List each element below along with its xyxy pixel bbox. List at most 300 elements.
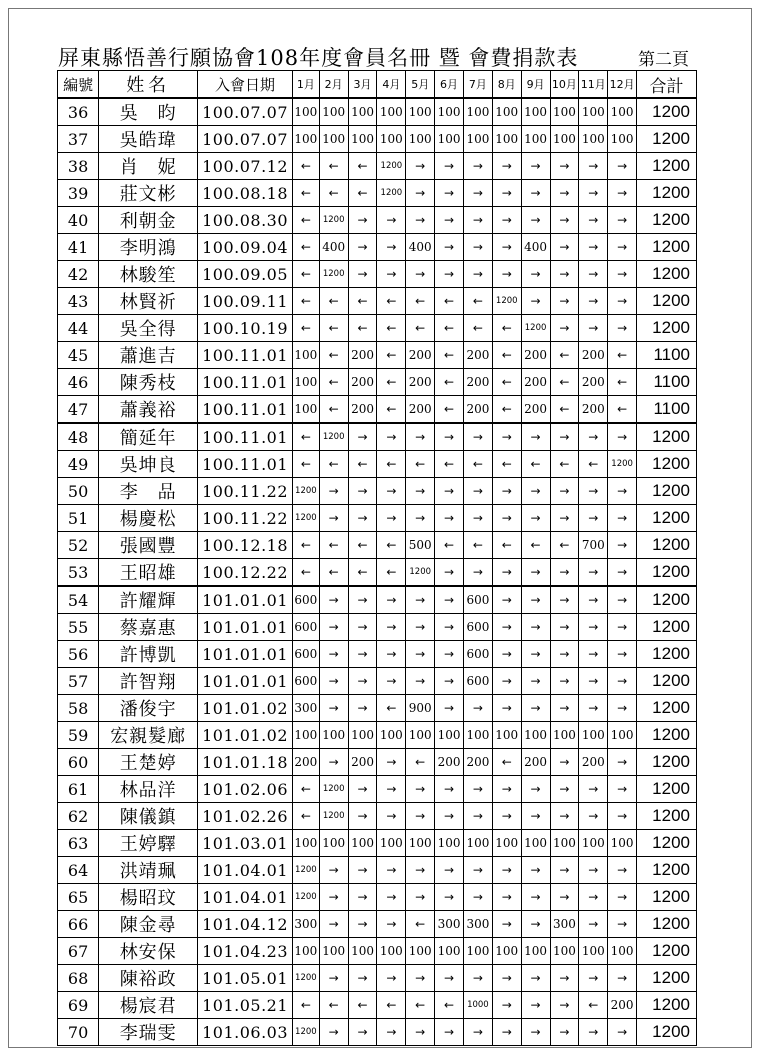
month-fee-cell: 1200 (319, 803, 348, 830)
month-fee-cell: 100 (492, 938, 521, 965)
month-fee-cell: 1200 (492, 288, 521, 315)
month-fee-cell: ← (435, 451, 464, 478)
month-fee-cell: 100 (292, 396, 319, 424)
member-name: 張國豐 (99, 532, 198, 559)
header-month: 9月 (521, 71, 550, 99)
month-fee-cell: → (348, 261, 377, 288)
member-name: 王楚婷 (99, 749, 198, 776)
month-fee-cell: ← (319, 180, 348, 207)
month-fee-cell: → (550, 478, 579, 505)
month-fee-cell: → (319, 965, 348, 992)
total-cell: 1200 (637, 423, 697, 451)
header-month: 11月 (579, 71, 608, 99)
total-cell: 1200 (637, 559, 697, 587)
month-fee-cell: 100 (292, 342, 319, 369)
table-row (58, 396, 697, 424)
month-fee-cell: → (608, 505, 637, 532)
month-fee-cell: → (521, 288, 550, 315)
month-fee-cell: → (550, 749, 579, 776)
month-fee-cell: ← (292, 992, 319, 1019)
total-cell: 1200 (637, 938, 697, 965)
month-fee-cell: ← (463, 532, 492, 559)
month-fee-cell: → (435, 776, 464, 803)
month-fee-cell: → (550, 668, 579, 695)
table-row (58, 126, 697, 153)
month-fee-cell: ← (550, 451, 579, 478)
table-row (58, 803, 697, 830)
month-fee-cell: → (550, 207, 579, 234)
total-cell: 1200 (637, 911, 697, 938)
month-fee-cell: 200 (406, 369, 435, 396)
month-fee-cell: → (435, 234, 464, 261)
total-cell: 1200 (637, 992, 697, 1019)
total-cell: 1100 (637, 396, 697, 424)
month-fee-cell: → (406, 857, 435, 884)
month-fee-cell: → (377, 803, 406, 830)
month-fee-cell: 200 (406, 342, 435, 369)
total-cell: 1200 (637, 153, 697, 180)
member-number: 69 (58, 992, 99, 1019)
month-fee-cell: ← (406, 749, 435, 776)
header-month: 5月 (406, 71, 435, 99)
month-fee-cell: → (406, 668, 435, 695)
total-cell: 1200 (637, 830, 697, 857)
join-date: 100.11.01 (198, 451, 293, 478)
month-fee-cell: ← (292, 288, 319, 315)
month-fee-cell: → (319, 641, 348, 668)
month-fee-cell: → (463, 884, 492, 911)
month-fee-cell: 100 (319, 830, 348, 857)
month-fee-cell: → (348, 884, 377, 911)
month-fee-cell: → (521, 586, 550, 614)
month-fee-cell: → (406, 965, 435, 992)
month-fee-cell: ← (348, 532, 377, 559)
month-fee-cell: → (550, 857, 579, 884)
total-cell: 1200 (637, 776, 697, 803)
month-fee-cell: → (579, 315, 608, 342)
document-title: 屏東縣悟善行願協會108年度會員名冊 暨 會費捐款表 (58, 46, 579, 70)
total-cell: 1100 (637, 342, 697, 369)
month-fee-cell: → (579, 884, 608, 911)
month-fee-cell: → (348, 614, 377, 641)
month-fee-cell: 100 (608, 722, 637, 749)
month-fee-cell: → (492, 803, 521, 830)
month-fee-cell: 100 (521, 938, 550, 965)
month-fee-cell: → (550, 884, 579, 911)
month-fee-cell: ← (348, 180, 377, 207)
member-name: 潘俊宇 (99, 695, 198, 722)
month-fee-cell: → (319, 695, 348, 722)
month-fee-cell: → (435, 857, 464, 884)
member-name: 陳裕政 (99, 965, 198, 992)
month-fee-cell: ← (319, 153, 348, 180)
month-fee-cell: 200 (521, 342, 550, 369)
month-fee-cell: → (579, 668, 608, 695)
month-fee-cell: → (348, 1019, 377, 1046)
month-fee-cell: ← (377, 559, 406, 587)
join-date: 100.09.11 (198, 288, 293, 315)
member-name: 蕭進吉 (99, 342, 198, 369)
total-cell: 1200 (637, 505, 697, 532)
month-fee-cell: → (550, 641, 579, 668)
month-fee-cell: → (550, 315, 579, 342)
month-fee-cell: 100 (492, 98, 521, 126)
month-fee-cell: 100 (608, 126, 637, 153)
month-fee-cell: 100 (492, 830, 521, 857)
month-fee-cell: ← (492, 396, 521, 424)
month-fee-cell: → (377, 965, 406, 992)
month-fee-cell: 1200 (292, 857, 319, 884)
month-fee-cell: → (608, 614, 637, 641)
month-fee-cell: ← (550, 369, 579, 396)
month-fee-cell: → (608, 559, 637, 587)
month-fee-cell: → (377, 423, 406, 451)
month-fee-cell: ← (608, 369, 637, 396)
month-fee-cell: 100 (377, 830, 406, 857)
month-fee-cell: → (348, 776, 377, 803)
month-fee-cell: → (608, 180, 637, 207)
month-fee-cell: 200 (463, 396, 492, 424)
table-row (58, 559, 697, 587)
month-fee-cell: 200 (463, 342, 492, 369)
month-fee-cell: 1200 (521, 315, 550, 342)
month-fee-cell: → (608, 532, 637, 559)
join-date: 101.02.26 (198, 803, 293, 830)
month-fee-cell: → (435, 423, 464, 451)
month-fee-cell: → (579, 207, 608, 234)
month-fee-cell: ← (521, 451, 550, 478)
month-fee-cell: → (492, 234, 521, 261)
month-fee-cell: → (348, 234, 377, 261)
month-fee-cell: ← (377, 695, 406, 722)
month-fee-cell: → (550, 586, 579, 614)
member-name: 李瑞雯 (99, 1019, 198, 1046)
month-fee-cell: → (608, 695, 637, 722)
month-fee-cell: → (608, 261, 637, 288)
month-fee-cell: → (579, 776, 608, 803)
member-number: 67 (58, 938, 99, 965)
month-fee-cell: 100 (292, 938, 319, 965)
member-number: 57 (58, 668, 99, 695)
month-fee-cell: 100 (608, 830, 637, 857)
total-cell: 1200 (637, 315, 697, 342)
month-fee-cell: → (550, 180, 579, 207)
total-cell: 1200 (637, 451, 697, 478)
table-row (58, 288, 697, 315)
month-fee-cell: → (521, 478, 550, 505)
join-date: 100.12.22 (198, 559, 293, 587)
month-fee-cell: 100 (463, 722, 492, 749)
month-fee-cell: → (579, 965, 608, 992)
member-name: 宏親髮廊 (99, 722, 198, 749)
month-fee-cell: 100 (292, 98, 319, 126)
member-name: 吳皓瑋 (99, 126, 198, 153)
month-fee-cell: → (463, 180, 492, 207)
member-number: 51 (58, 505, 99, 532)
member-name: 陳金尋 (99, 911, 198, 938)
join-date: 100.07.12 (198, 153, 293, 180)
member-number: 49 (58, 451, 99, 478)
join-date: 100.11.01 (198, 342, 293, 369)
member-name: 陳儀鎮 (99, 803, 198, 830)
month-fee-cell: → (608, 315, 637, 342)
member-number: 58 (58, 695, 99, 722)
member-name: 林駿笙 (99, 261, 198, 288)
member-number: 53 (58, 559, 99, 587)
table-row (58, 911, 697, 938)
join-date: 101.02.06 (198, 776, 293, 803)
month-fee-cell: → (377, 261, 406, 288)
month-fee-cell: → (319, 505, 348, 532)
month-fee-cell: 100 (406, 938, 435, 965)
table-row (58, 884, 697, 911)
month-fee-cell: ← (463, 288, 492, 315)
month-fee-cell: → (521, 776, 550, 803)
month-fee-cell: 400 (319, 234, 348, 261)
month-fee-cell: 100 (463, 98, 492, 126)
month-fee-cell: ← (550, 342, 579, 369)
member-name: 陳秀枝 (99, 369, 198, 396)
month-fee-cell: → (492, 614, 521, 641)
month-fee-cell: 100 (579, 98, 608, 126)
month-fee-cell: → (492, 478, 521, 505)
member-number: 41 (58, 234, 99, 261)
table-row (58, 776, 697, 803)
header-month: 12月 (608, 71, 637, 99)
total-cell: 1200 (637, 884, 697, 911)
month-fee-cell: → (435, 207, 464, 234)
month-fee-cell: → (492, 505, 521, 532)
month-fee-cell: ← (406, 992, 435, 1019)
join-date: 101.04.12 (198, 911, 293, 938)
month-fee-cell: 100 (348, 722, 377, 749)
month-fee-cell: → (348, 423, 377, 451)
month-fee-cell: ← (579, 992, 608, 1019)
month-fee-cell: → (406, 776, 435, 803)
month-fee-cell: → (579, 1019, 608, 1046)
member-number: 42 (58, 261, 99, 288)
month-fee-cell: → (377, 586, 406, 614)
member-number: 70 (58, 1019, 99, 1046)
month-fee-cell: ← (348, 315, 377, 342)
month-fee-cell: ← (319, 451, 348, 478)
month-fee-cell: 100 (377, 938, 406, 965)
month-fee-cell: ← (492, 749, 521, 776)
join-date: 101.04.01 (198, 857, 293, 884)
month-fee-cell: → (406, 478, 435, 505)
month-fee-cell: → (608, 423, 637, 451)
month-fee-cell: ← (292, 234, 319, 261)
month-fee-cell: ← (550, 396, 579, 424)
month-fee-cell: → (521, 911, 550, 938)
join-date: 101.01.01 (198, 614, 293, 641)
month-fee-cell: 100 (579, 722, 608, 749)
table-row (58, 857, 697, 884)
table-row (58, 369, 697, 396)
member-name: 林品洋 (99, 776, 198, 803)
month-fee-cell: 1200 (319, 423, 348, 451)
join-date: 100.11.22 (198, 505, 293, 532)
month-fee-cell: → (550, 776, 579, 803)
table-row (58, 1019, 697, 1046)
member-name: 李明鴻 (99, 234, 198, 261)
month-fee-cell: 1200 (292, 478, 319, 505)
month-fee-cell: → (348, 695, 377, 722)
month-fee-cell: 100 (406, 830, 435, 857)
month-fee-cell: ← (377, 369, 406, 396)
month-fee-cell: → (579, 180, 608, 207)
month-fee-cell: → (319, 668, 348, 695)
month-fee-cell: 100 (319, 722, 348, 749)
month-fee-cell: ← (348, 559, 377, 587)
table-row (58, 261, 697, 288)
month-fee-cell: → (608, 965, 637, 992)
month-fee-cell: → (521, 423, 550, 451)
header-month: 6月 (435, 71, 464, 99)
month-fee-cell: → (463, 559, 492, 587)
month-fee-cell: 100 (348, 938, 377, 965)
month-fee-cell: 200 (292, 749, 319, 776)
member-number: 48 (58, 423, 99, 451)
month-fee-cell: → (406, 614, 435, 641)
total-cell: 1200 (637, 668, 697, 695)
table-row (58, 342, 697, 369)
month-fee-cell: 100 (550, 938, 579, 965)
member-name: 楊慶松 (99, 505, 198, 532)
member-number: 45 (58, 342, 99, 369)
join-date: 101.05.01 (198, 965, 293, 992)
page-number: 第二頁 (638, 50, 689, 70)
month-fee-cell: → (348, 857, 377, 884)
month-fee-cell: ← (292, 153, 319, 180)
month-fee-cell: → (608, 803, 637, 830)
month-fee-cell: → (435, 586, 464, 614)
month-fee-cell: ← (435, 315, 464, 342)
month-fee-cell: ← (377, 288, 406, 315)
month-fee-cell: → (348, 641, 377, 668)
month-fee-cell: 200 (348, 749, 377, 776)
month-fee-cell: → (492, 1019, 521, 1046)
member-number: 60 (58, 749, 99, 776)
month-fee-cell: → (435, 803, 464, 830)
month-fee-cell: 200 (348, 396, 377, 424)
total-cell: 1200 (637, 586, 697, 614)
month-fee-cell: → (579, 614, 608, 641)
member-name: 莊文彬 (99, 180, 198, 207)
month-fee-cell: ← (435, 369, 464, 396)
join-date: 100.08.18 (198, 180, 293, 207)
month-fee-cell: → (521, 668, 550, 695)
month-fee-cell: → (348, 911, 377, 938)
member-name: 吳坤良 (99, 451, 198, 478)
month-fee-cell: → (435, 478, 464, 505)
join-date: 100.09.04 (198, 234, 293, 261)
month-fee-cell: → (463, 857, 492, 884)
table-row (58, 641, 697, 668)
month-fee-cell: 100 (521, 830, 550, 857)
table-row (58, 207, 697, 234)
month-fee-cell: ← (292, 451, 319, 478)
month-fee-cell: → (435, 965, 464, 992)
month-fee-cell: 200 (521, 749, 550, 776)
month-fee-cell: → (521, 695, 550, 722)
month-fee-cell: ← (319, 315, 348, 342)
month-fee-cell: ← (292, 559, 319, 587)
month-fee-cell: 100 (521, 126, 550, 153)
month-fee-cell: 1200 (292, 1019, 319, 1046)
header-name: 姓名 (99, 71, 198, 99)
table-row (58, 614, 697, 641)
month-fee-cell: → (550, 695, 579, 722)
month-fee-cell: → (377, 234, 406, 261)
month-fee-cell: 100 (435, 830, 464, 857)
month-fee-cell: → (521, 884, 550, 911)
month-fee-cell: 1200 (292, 965, 319, 992)
total-cell: 1200 (637, 857, 697, 884)
month-fee-cell: → (608, 153, 637, 180)
month-fee-cell: ← (608, 396, 637, 424)
month-fee-cell: → (492, 641, 521, 668)
month-fee-cell: ← (435, 992, 464, 1019)
month-fee-cell: → (521, 803, 550, 830)
month-fee-cell: 100 (550, 722, 579, 749)
month-fee-cell: → (492, 884, 521, 911)
total-cell: 1200 (637, 749, 697, 776)
total-cell: 1200 (637, 695, 697, 722)
month-fee-cell: 100 (463, 830, 492, 857)
month-fee-cell: → (463, 423, 492, 451)
total-cell: 1200 (637, 1019, 697, 1046)
month-fee-cell: → (377, 641, 406, 668)
month-fee-cell: ← (377, 396, 406, 424)
month-fee-cell: ← (319, 992, 348, 1019)
member-number: 65 (58, 884, 99, 911)
month-fee-cell: 100 (463, 938, 492, 965)
join-date: 101.01.02 (198, 695, 293, 722)
month-fee-cell: 200 (348, 342, 377, 369)
month-fee-cell: ← (608, 342, 637, 369)
month-fee-cell: → (377, 207, 406, 234)
month-fee-cell: ← (492, 532, 521, 559)
member-name: 楊昭玟 (99, 884, 198, 911)
month-fee-cell: 100 (608, 938, 637, 965)
join-date: 100.12.18 (198, 532, 293, 559)
total-cell: 1200 (637, 965, 697, 992)
month-fee-cell: → (579, 261, 608, 288)
month-fee-cell: → (550, 261, 579, 288)
month-fee-cell: 1200 (292, 505, 319, 532)
member-number: 56 (58, 641, 99, 668)
month-fee-cell: → (579, 153, 608, 180)
month-fee-cell: ← (348, 153, 377, 180)
month-fee-cell: → (435, 559, 464, 587)
month-fee-cell: 200 (608, 992, 637, 1019)
total-cell: 1100 (637, 369, 697, 396)
header-row (58, 71, 697, 99)
month-fee-cell: → (521, 261, 550, 288)
month-fee-cell: → (492, 153, 521, 180)
month-fee-cell: 1200 (319, 776, 348, 803)
month-fee-cell: → (521, 965, 550, 992)
month-fee-cell: 1200 (406, 559, 435, 587)
month-fee-cell: → (319, 586, 348, 614)
month-fee-cell: → (521, 207, 550, 234)
month-fee-cell: → (550, 992, 579, 1019)
header-month: 2月 (319, 71, 348, 99)
member-number: 54 (58, 586, 99, 614)
total-cell: 1200 (637, 532, 697, 559)
month-fee-cell: → (550, 559, 579, 587)
